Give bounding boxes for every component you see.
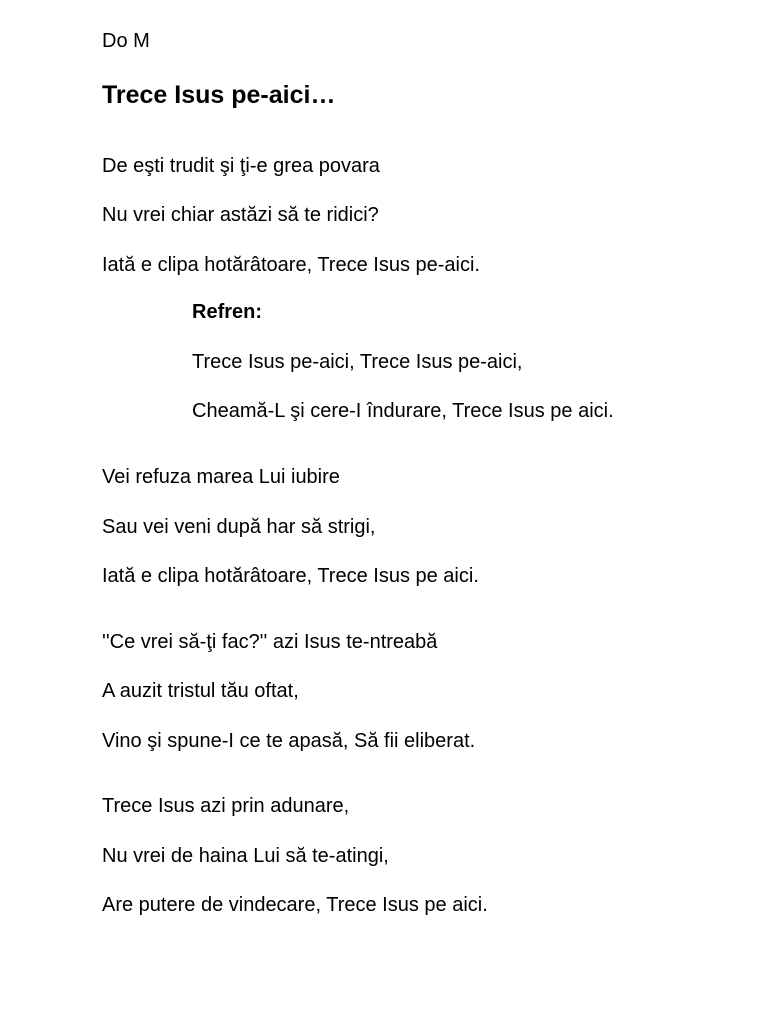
verse-2-line-1: Vei refuza marea Lui iubire	[102, 466, 340, 488]
verse-4-line-1: Trece Isus azi prin adunare,	[102, 795, 350, 817]
refrain-line-1: Trece Isus pe-aici, Trece Isus pe-aici,	[192, 351, 523, 373]
song-title: Trece Isus pe-aici…	[102, 81, 336, 109]
verse-2-line-2: Sau vei veni după har să strigi,	[102, 516, 376, 538]
song-key: Do M	[102, 30, 150, 52]
verse-1-line-1: De eşti trudit şi ţi-e grea povara	[102, 155, 380, 177]
refrain-label: Refren:	[192, 301, 263, 323]
verse-3-line-2: A auzit tristul tău oftat,	[102, 680, 299, 702]
verse-4-line-3: Are putere de vindecare, Trece Isus pe aici.	[102, 894, 488, 916]
verse-3-line-1: ''Ce vrei să-ţi fac?'' azi Isus te-ntreabă	[102, 631, 438, 653]
verse-3-line-3: Vino şi spune-I ce te apasă, Să fii eliberat.	[102, 730, 476, 752]
verse-4-line-2: Nu vrei de haina Lui să te-atingi,	[102, 845, 389, 867]
verse-1-line-2: Nu vrei chiar astăzi să te ridici?	[102, 204, 379, 226]
verse-2-line-3: Iată e clipa hotărâtoare, Trece Isus pe aici.	[102, 565, 479, 587]
verse-1-line-3: Iată e clipa hotărâtoare, Trece Isus pe-aici.	[102, 254, 480, 276]
refrain-line-2: Cheamă-L şi cere-I îndurare, Trece Isus pe aici.	[192, 400, 614, 422]
